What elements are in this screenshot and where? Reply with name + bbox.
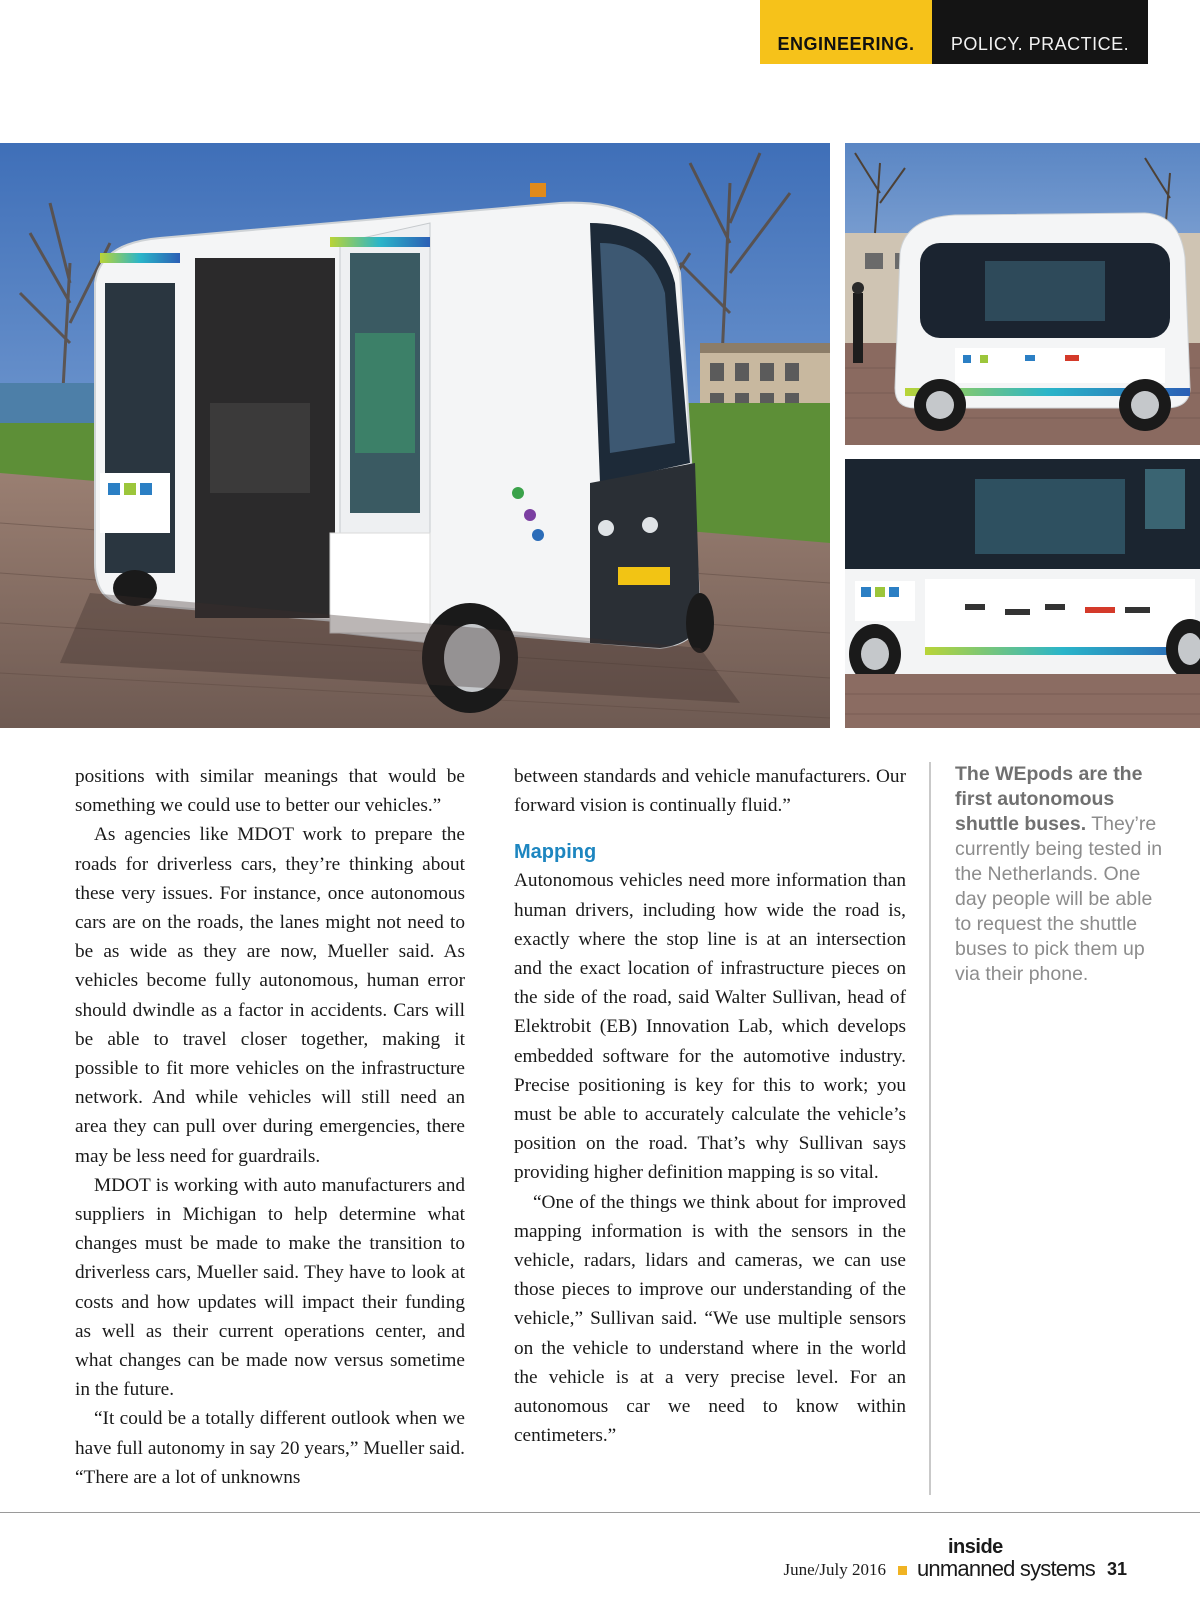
caption-divider: [929, 762, 931, 1495]
paragraph: Autonomous vehicles need more information than human drivers, including how wide the road is, exactly where the stop line is at an intersection and the exact location of infrastructure pieces on the side of the road, said Walter Sullivan, head of Elektrobit (EB) Innovation Lab, which develops embedded software for the automotive industry. Precise positioning is key for this to work; you must be able to accurately calculate the vehicle’s position on the road. That’s why Sullivan says providing higher definition mapping is so vital.: [514, 870, 906, 1184]
section-label-policy-practice: POLICY. PRACTICE.: [932, 0, 1148, 64]
magazine-logo: [917, 1536, 1095, 1582]
section-banner: [760, 0, 1148, 64]
paragraph: positions with similar meanings that would be something we could use to better our vehicles.”: [75, 766, 465, 817]
page-number: 31: [1106, 1559, 1127, 1579]
body-column-2: [514, 762, 906, 1450]
issue-date: June/July 2016: [783, 1560, 886, 1579]
paragraph: “One of the things we think about for improved mapping information is with the sensors in the vehicle, radars, lidars and cameras, we can use those pieces to improve our understanding of the vehicle,” Sullivan said. “We use multiple sensors on the vehicle to understand where in the world the vehicle is at a very precise level. For an autonomous car we need to know within centimeters.”: [514, 1191, 906, 1447]
page-footer: [784, 1532, 1127, 1582]
section-label-engineering: ENGINEERING.: [760, 0, 932, 64]
caption-body: They’re currently being tested in the Netherlands. One day people will be able to request the shuttle buses to pick them up via their phone.: [955, 813, 1163, 985]
section-heading-mapping: Mapping: [514, 841, 597, 864]
shuttle-side-photo: [845, 143, 1200, 445]
paragraph: between standards and vehicle manufacturers. Our forward vision is continually fluid.”: [514, 766, 906, 817]
caption-lead: The WEpods are the first autonomous shuttle buses.: [955, 763, 1143, 835]
footer-divider: [0, 1512, 1200, 1513]
footer-square-icon: [898, 1566, 907, 1575]
logo-unmanned-systems: unmanned systems: [917, 1556, 1095, 1581]
body-column-1: [75, 762, 465, 1492]
photo-caption: [955, 762, 1165, 987]
paragraph: MDOT is working with auto manufacturers and suppliers in Michigan to help determine what changes must be made to make the transition to driverless cars, Mueller said. They have to look at costs and how updates will impact their funding as well as their current operations center, and what changes can be made now versus sometime in the future.: [75, 1174, 465, 1401]
shuttle-sponsors-photo: [845, 459, 1200, 728]
paragraph: “It could be a totally different outlook when we have full autonomy in say 20 years,” Mueller said. “There are a lot of unknowns: [75, 1408, 465, 1488]
paragraph: As agencies like MDOT work to prepare the roads for driverless cars, they’re thinking about these very issues. For instance, once autonomous cars are on the roads, the lanes might not need to be as wide as they are now, Mueller said. As vehicles become fully autonomous, human error should dwindle as a factor in accidents. Cars will be able to travel closer together, making it possible to fit more vehicles on the infrastructure network. And while vehicles will still need an area they can pull over during emergencies, there may be less need for guardrails.: [75, 824, 465, 1167]
main-shuttle-photo: [0, 143, 830, 728]
logo-inside: inside: [948, 1536, 1003, 1558]
